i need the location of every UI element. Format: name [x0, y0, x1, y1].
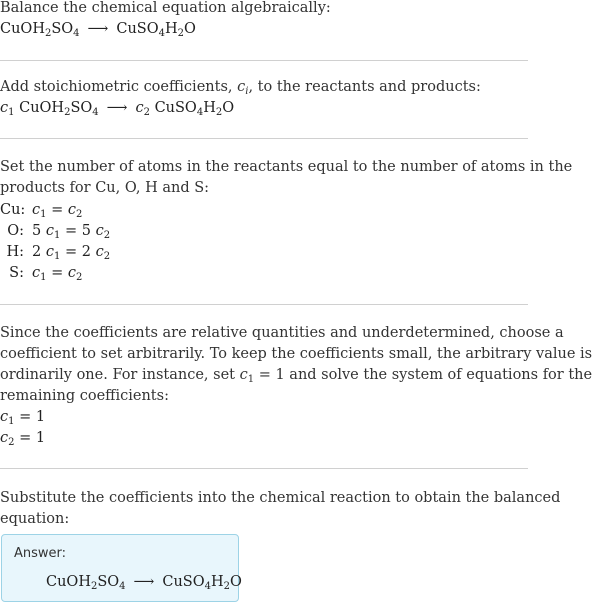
divider	[0, 138, 528, 139]
divider	[0, 468, 528, 469]
step1-text: Balance the chemical equation algebraically:	[0, 0, 331, 16]
step4-line3: ordinarily one. For instance, set $c_1 = 1$ and solve the system of equations for the	[0, 367, 592, 385]
step4-line4: remaining coefficients:	[0, 388, 169, 404]
solution-c1: $c_1 = 1$	[0, 409, 46, 427]
answer-box	[1, 534, 242, 602]
atom-equation-o: O: 5 $c_1 = 5$ $c_2$	[7, 223, 111, 241]
balanced-equation: $CuOH_2SO_4$ ⟶ $CuSO_4H_2O$	[46, 574, 242, 592]
product-formula: $CuSO_4H_2O$	[116, 21, 196, 39]
step2-text: Add stoichiometric coefficients, $c_i$, to the reactants and products:	[0, 79, 481, 97]
unbalanced-equation	[0, 21, 196, 37]
atom-equation-h: H: 2 $c_1 = 2$ $c_2$	[6, 244, 111, 262]
step4-line1: Since the coefficients are relative quantities and underdetermined, choose a	[0, 325, 564, 341]
answer-label: Answer:	[14, 546, 67, 561]
coefficient-equation: $c_1$ $CuOH_2SO_4$ ⟶ $c_2$ $CuSO_4H_2O$	[0, 100, 235, 118]
step5-line1: Substitute the coefficients into the chemical reaction to obtain the balanced	[0, 490, 561, 506]
divider	[0, 60, 528, 61]
reaction-arrow: ⟶	[87, 21, 109, 37]
solution-c2: $c_2 = 1$	[0, 430, 46, 448]
step4-line2: coefficient to set arbitrarily. To keep the coefficients small, the arbitrary value is	[0, 346, 592, 362]
atom-equation-cu: Cu: $c_1 = c_2$	[0, 202, 83, 220]
atom-equation-s: S: $c_1 = c_2$	[9, 265, 83, 283]
reactant-formula: $CuOH_2SO_4$	[0, 21, 80, 39]
step3-line1: Set the number of atoms in the reactants equal to the number of atoms in the	[0, 159, 573, 175]
step3-line2: products for Cu, O, H and S:	[0, 180, 210, 196]
step5-line2: equation:	[0, 511, 70, 527]
divider	[0, 304, 528, 305]
